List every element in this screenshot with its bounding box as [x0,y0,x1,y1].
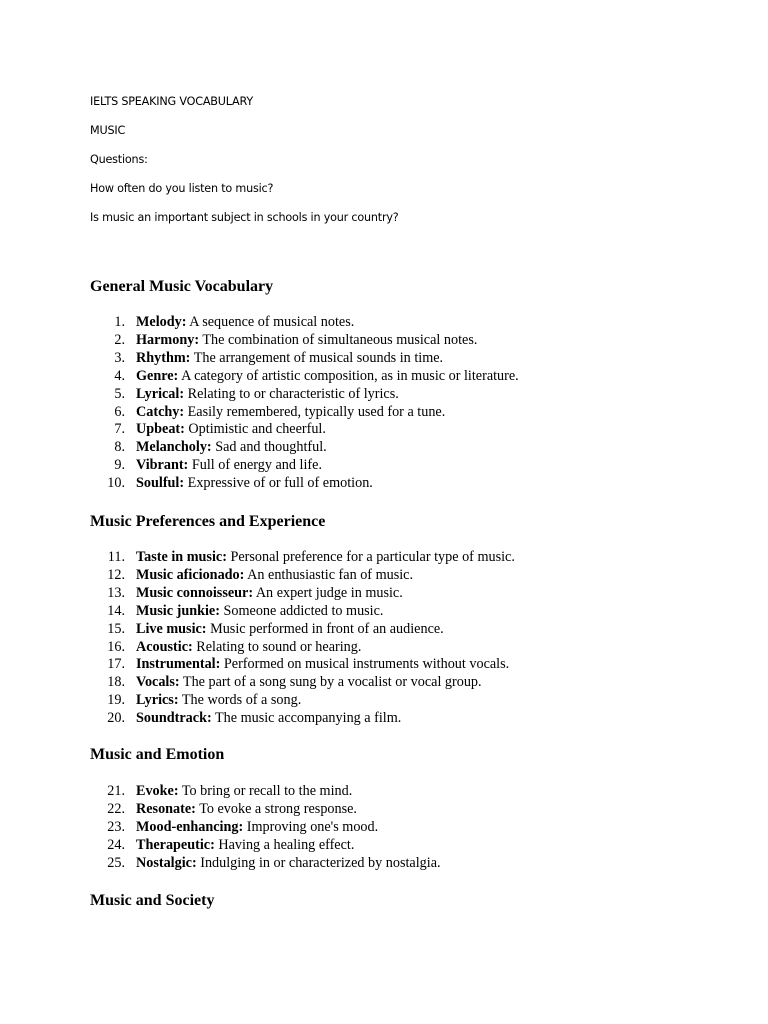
vocab-definition: A category of artistic composition, as in music or literature. [181,367,519,384]
vocab-definition: The combination of simultaneous musical notes. [202,331,478,348]
list-item: 6. Catchy: Easily remembered, typically used for a tune. [114,403,446,420]
vocab-term: Soundtrack: [136,710,212,727]
vocab-definition: The part of a song sung by a vocalist or vocal group. [182,674,482,691]
list-item: 4. Genre: A category of artistic composition, as in music or literature. [114,367,519,384]
vocab-definition: To bring or recall to the mind. [181,783,353,799]
list-item: 23. Mood-enhancing: Improving one's mood. [107,818,379,835]
topic-label: MUSIC [90,124,126,137]
list-item: 8. Melancholy: Sad and thoughtful. [114,439,327,456]
list-item: 2. Harmony: The combination of simultaneous musical notes. [114,331,478,348]
list-item: 12. Music aficionado: An enthusiastic fan of music. [107,566,414,583]
list-item: 1. Melody: A sequence of musical notes. [114,314,355,330]
document-intro [90,94,690,239]
list-item: 25. Nostalgic: Indulging in or characterized by nostalgia. [107,854,441,871]
section-heading-music-preferences: Music Preferences and Experience [90,513,326,530]
vocab-definition: A sequence of musical notes. [189,314,355,330]
vocab-term: Instrumental: [136,656,221,673]
vocab-term: Music junkie: [136,602,220,619]
vocab-term: Music connoisseur: [136,584,254,601]
vocab-term: Vibrant: [136,457,189,474]
vocab-term: Soulful: [136,475,185,492]
list-item: 7. Upbeat: Optimistic and cheerful. [114,421,326,438]
section-heading-music-and-emotion: Music and Emotion [90,746,225,763]
vocab-definition: Relating to or characteristic of lyrics. [187,385,399,402]
vocab-definition: An expert judge in music. [255,584,403,601]
vocab-term: Lyrical: [136,385,185,402]
vocab-definition: The words of a song. [181,692,302,709]
vocab-definition: Relating to sound or hearing. [196,638,362,655]
vocab-definition: Having a healing effect. [218,836,355,853]
vocab-definition: Personal preference for a particular type of music. [230,549,515,565]
document-title: IELTS SPEAKING VOCABULARY [90,95,253,108]
question-1: How often do you listen to music? [90,182,274,195]
vocab-term: Therapeutic: [136,836,215,853]
vocab-definition: Expressive of or full of emotion. [187,475,373,492]
vocab-term: Lyrics: [136,692,179,709]
list-item: 15. Live music: Music performed in front of an audience. [107,620,444,637]
list-item: 10. Soulful: Expressive of or full of emotion. [107,475,373,492]
list-item: 22. Resonate: To evoke a strong response. [107,800,357,817]
vocab-term: Harmony: [136,331,200,348]
list-item: 5. Lyrical: Relating to or characteristic of lyrics. [114,385,399,402]
vocab-term: Genre: [136,367,179,384]
vocab-term: Resonate: [136,800,196,817]
vocab-term: Upbeat: [136,421,185,438]
question-2: Is music an important subject in schools in your country? [90,211,399,224]
vocab-list-preferences [90,549,515,728]
vocab-term: Melody: [136,314,187,330]
list-item: 9. Vibrant: Full of energy and life. [114,457,322,474]
vocab-list-emotion [90,783,441,873]
vocab-term: Catchy: [136,403,185,420]
list-item: 13. Music connoisseur: An expert judge in music. [107,584,403,601]
vocab-definition: Full of energy and life. [191,457,322,474]
vocab-definition: Someone addicted to music. [223,602,384,619]
vocab-term: Acoustic: [136,638,193,655]
list-item: 18. Vocals: The part of a song sung by a vocalist or vocal group. [107,674,482,691]
list-item: 17. Instrumental: Performed on musical instruments without vocals. [107,656,510,673]
list-item: 16. Acoustic: Relating to sound or hearing. [107,638,362,655]
vocab-term: Vocals: [136,674,180,691]
vocab-definition: Improving one's mood. [246,818,379,835]
section-heading-music-and-society: Music and Society [90,892,215,909]
section-heading-general-music-vocabulary: General Music Vocabulary [90,278,274,295]
list-item: 21. Evoke: To bring or recall to the mind. [107,783,353,799]
vocab-term: Nostalgic: [136,854,197,871]
vocab-definition: The arrangement of musical sounds in time. [193,349,444,366]
vocab-definition: Easily remembered, typically used for a tune. [187,403,446,420]
vocab-definition: Performed on musical instruments without vocals. [223,656,510,673]
list-item: 19. Lyrics: The words of a song. [107,692,302,709]
vocab-definition: The music accompanying a film. [214,710,402,727]
vocab-term: Rhythm: [136,349,191,366]
vocab-term: Live music: [136,620,207,637]
vocab-definition: To evoke a strong response. [199,800,357,817]
vocab-definition: Optimistic and cheerful. [188,421,326,438]
list-item: 24. Therapeutic: Having a healing effect. [107,836,355,853]
list-item: 11. Taste in music: Personal preference for a particular type of music. [107,549,515,565]
list-item: 14. Music junkie: Someone addicted to music. [107,602,384,619]
vocab-term: Taste in music: [136,549,227,565]
vocab-list-general [90,314,519,493]
vocab-term: Mood-enhancing: [136,818,244,835]
vocab-definition: Indulging in or characterized by nostalgia. [200,854,441,871]
vocab-term: Melancholy: [136,439,212,456]
vocab-definition: Sad and thoughtful. [215,439,327,456]
questions-label: Questions: [90,153,148,166]
list-item: 20. Soundtrack: The music accompanying a film. [107,710,402,727]
list-item: 3. Rhythm: The arrangement of musical sounds in time. [114,349,444,366]
vocab-term: Evoke: [136,783,179,799]
vocab-definition: Music performed in front of an audience. [210,620,444,637]
vocab-definition: An enthusiastic fan of music. [247,566,414,583]
vocab-term: Music aficionado: [136,566,245,583]
